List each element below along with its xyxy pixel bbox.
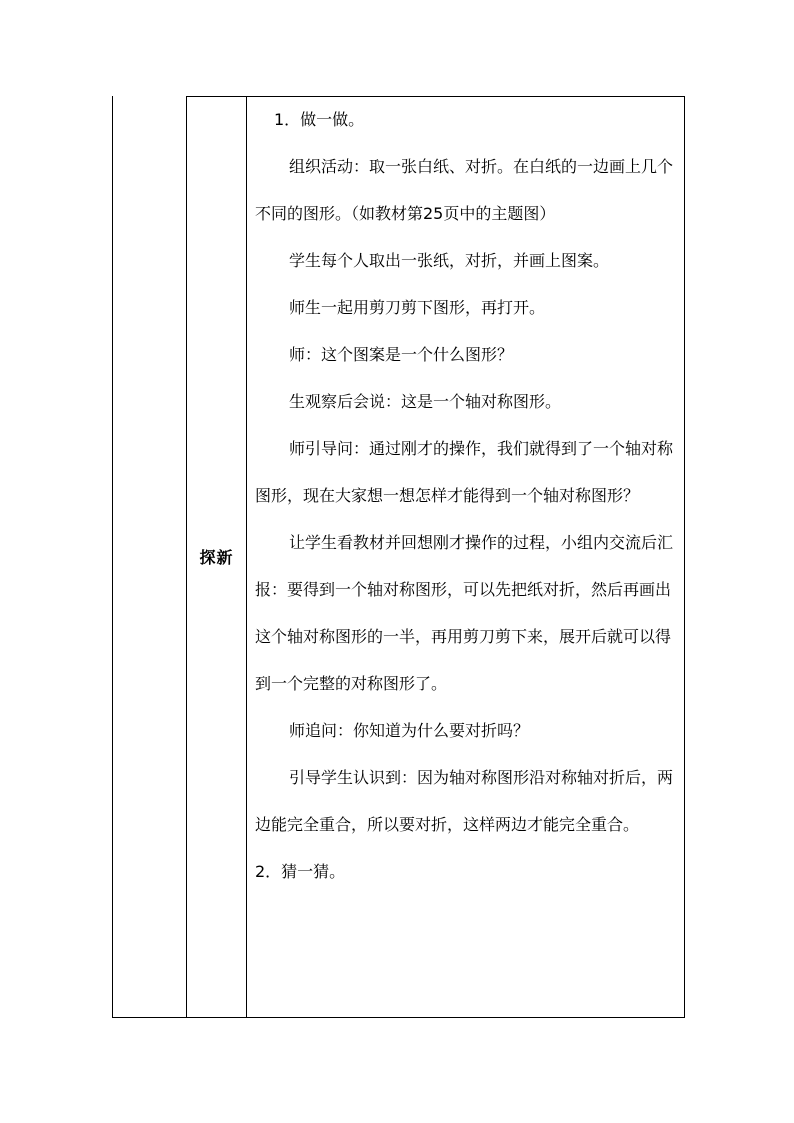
paragraph-students: 学生每个人取出一张纸，对折，并画上图案。: [289, 251, 610, 270]
lesson-content: [255, 96, 679, 895]
paragraph-teacher-guide: 师引导问：通过刚才的操作，我们就得到了一个轴对称图形，现在大家想一想怎样才能得到一个轴对称图形？: [255, 439, 674, 505]
table-border-left: [112, 96, 113, 1018]
section-label: 探新: [199, 548, 234, 567]
paragraph-guide-understanding: 引导学生认识到：因为轴对称图形沿对称轴对折后，两边能完全重合，所以要对折，这样两边才能完全重合。: [255, 768, 674, 834]
paragraph-activity: 组织活动：取一张白纸、对折。在白纸的一边画上几个不同的图形。（如教材第25页中的主题图）: [255, 157, 674, 223]
paragraph-student-answer: 生观察后会说：这是一个轴对称图形。: [289, 392, 562, 411]
table-divider-2: [246, 96, 247, 1018]
paragraph-group-report: 让学生看教材并回想刚才操作的过程，小组内交流后汇报：要得到一个轴对称图形，可以先把纸对折，然后再画出这个轴对称图形的一半，再用剪刀剪下来，展开后就可以得到一个完整的对称图形了。: [255, 533, 674, 693]
step-heading-1: 1．做一做。: [274, 110, 365, 129]
paragraph-teacher-question: 师：这个图案是一个什么图形？: [289, 345, 514, 364]
table-border-bottom: [112, 1017, 685, 1018]
paragraph-teacher-followup: 师追问：你知道为什么要对折吗？: [289, 721, 530, 740]
paragraph-cut: 师生一起用剪刀剪下图形，再打开。: [289, 298, 546, 317]
table-border-right: [684, 96, 685, 1018]
step-heading-2: 2．猜一猜。: [255, 862, 346, 881]
